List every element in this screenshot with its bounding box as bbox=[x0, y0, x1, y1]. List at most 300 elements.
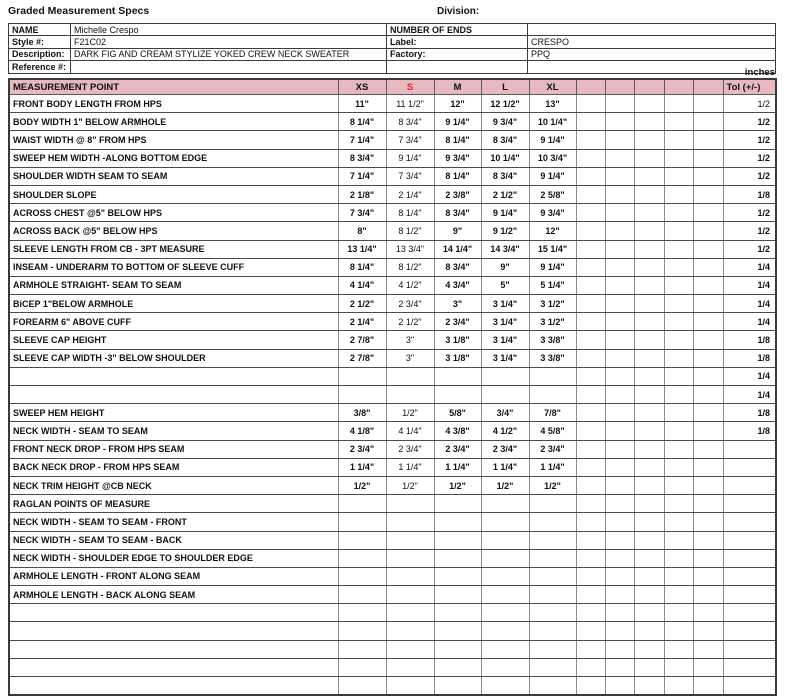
size-value-cell-s[interactable] bbox=[386, 677, 434, 696]
measurement-point-cell[interactable]: SLEEVE CAP HEIGHT bbox=[9, 331, 338, 349]
empty-cell[interactable] bbox=[605, 258, 634, 276]
size-value-cell-l[interactable]: 2 3/4" bbox=[481, 440, 529, 458]
empty-cell[interactable] bbox=[605, 367, 634, 385]
size-value-cell-xs[interactable] bbox=[338, 567, 386, 585]
empty-cell[interactable] bbox=[664, 531, 693, 549]
measurement-point-cell[interactable]: ACROSS CHEST @5" BELOW HPS bbox=[9, 204, 338, 222]
empty-cell[interactable] bbox=[693, 549, 723, 567]
empty-cell[interactable] bbox=[634, 258, 664, 276]
measurement-point-cell[interactable]: WAIST WIDTH @ 8" FROM HPS bbox=[9, 131, 338, 149]
empty-cell[interactable] bbox=[693, 131, 723, 149]
size-value-cell-m[interactable]: 2 3/4" bbox=[434, 313, 481, 331]
empty-cell[interactable] bbox=[664, 258, 693, 276]
info-value-cell[interactable]: PPQ bbox=[528, 48, 776, 60]
size-value-cell-s[interactable]: 2 3/4" bbox=[386, 440, 434, 458]
measurement-point-cell[interactable]: FOREARM 6" ABOVE CUFF bbox=[9, 313, 338, 331]
tolerance-cell[interactable]: 1/2 bbox=[723, 240, 776, 258]
empty-cell[interactable] bbox=[605, 222, 634, 240]
tolerance-cell[interactable]: 1/8 bbox=[723, 349, 776, 367]
empty-cell[interactable] bbox=[605, 95, 634, 113]
size-value-cell-xl[interactable] bbox=[529, 640, 576, 658]
size-value-cell-l[interactable]: 12 1/2" bbox=[481, 95, 529, 113]
empty-cell[interactable] bbox=[664, 313, 693, 331]
tolerance-cell[interactable]: 1/2 bbox=[723, 131, 776, 149]
empty-cell[interactable] bbox=[576, 567, 605, 585]
empty-cell[interactable] bbox=[693, 531, 723, 549]
info-label-cell[interactable]: NAME bbox=[9, 24, 71, 36]
empty-cell[interactable] bbox=[664, 549, 693, 567]
empty-cell[interactable] bbox=[605, 204, 634, 222]
empty-cell[interactable] bbox=[693, 622, 723, 640]
empty-cell[interactable] bbox=[693, 258, 723, 276]
empty-cell[interactable] bbox=[576, 131, 605, 149]
empty-cell[interactable] bbox=[634, 149, 664, 167]
empty-cell[interactable] bbox=[634, 513, 664, 531]
empty-cell[interactable] bbox=[664, 367, 693, 385]
size-value-cell-s[interactable]: 13 3/4" bbox=[386, 240, 434, 258]
empty-cell[interactable] bbox=[605, 604, 634, 622]
empty-cell[interactable] bbox=[693, 149, 723, 167]
empty-cell[interactable] bbox=[664, 476, 693, 494]
size-value-cell-s[interactable] bbox=[386, 622, 434, 640]
size-value-cell-m[interactable]: 14 1/4" bbox=[434, 240, 481, 258]
size-value-cell-s[interactable]: 9 1/4" bbox=[386, 149, 434, 167]
empty-cell[interactable] bbox=[664, 422, 693, 440]
size-value-cell-l[interactable] bbox=[481, 567, 529, 585]
info-label-cell[interactable]: Label: bbox=[387, 36, 528, 48]
size-value-cell-l[interactable] bbox=[481, 622, 529, 640]
size-value-cell-l[interactable] bbox=[481, 495, 529, 513]
empty-cell[interactable] bbox=[634, 640, 664, 658]
empty-cell[interactable] bbox=[634, 495, 664, 513]
size-value-cell-xl[interactable]: 9 1/4" bbox=[529, 131, 576, 149]
size-value-cell-xl[interactable] bbox=[529, 367, 576, 385]
empty-cell[interactable] bbox=[605, 422, 634, 440]
measurement-point-cell[interactable]: ARMHOLE LENGTH - FRONT ALONG SEAM bbox=[9, 567, 338, 585]
size-value-cell-xl[interactable]: 3 1/2" bbox=[529, 295, 576, 313]
size-value-cell-m[interactable] bbox=[434, 513, 481, 531]
empty-cell[interactable] bbox=[634, 240, 664, 258]
tolerance-cell[interactable]: 1/8 bbox=[723, 331, 776, 349]
size-value-cell-xl[interactable]: 10 3/4" bbox=[529, 149, 576, 167]
size-value-cell-s[interactable]: 8 1/2" bbox=[386, 222, 434, 240]
size-value-cell-xs[interactable]: 13 1/4" bbox=[338, 240, 386, 258]
measurement-point-cell[interactable]: SWEEP HEM HEIGHT bbox=[9, 404, 338, 422]
size-value-cell-m[interactable]: 5/8" bbox=[434, 404, 481, 422]
size-value-cell-xl[interactable]: 1/2" bbox=[529, 476, 576, 494]
measurement-point-cell[interactable] bbox=[9, 386, 338, 404]
empty-cell[interactable] bbox=[693, 567, 723, 585]
tolerance-cell[interactable] bbox=[723, 513, 776, 531]
tolerance-cell[interactable]: 1/4 bbox=[723, 258, 776, 276]
size-value-cell-xl[interactable]: 7/8" bbox=[529, 404, 576, 422]
empty-cell[interactable] bbox=[664, 604, 693, 622]
empty-cell[interactable] bbox=[605, 167, 634, 185]
size-value-cell-xs[interactable]: 4 1/4" bbox=[338, 276, 386, 294]
size-value-cell-l[interactable]: 3 1/4" bbox=[481, 349, 529, 367]
empty-cell[interactable] bbox=[693, 167, 723, 185]
empty-cell[interactable] bbox=[576, 549, 605, 567]
empty-cell[interactable] bbox=[576, 476, 605, 494]
info-value-cell[interactable] bbox=[71, 61, 387, 73]
size-value-cell-m[interactable]: 9 1/4" bbox=[434, 113, 481, 131]
empty-cell[interactable] bbox=[576, 604, 605, 622]
size-value-cell-xl[interactable]: 5 1/4" bbox=[529, 276, 576, 294]
size-value-cell-l[interactable]: 8 3/4" bbox=[481, 131, 529, 149]
empty-cell[interactable] bbox=[605, 495, 634, 513]
empty-cell[interactable] bbox=[693, 276, 723, 294]
size-value-cell-xs[interactable]: 7 3/4" bbox=[338, 204, 386, 222]
measurement-point-cell[interactable]: BACK NECK DROP - FROM HPS SEAM bbox=[9, 458, 338, 476]
size-value-cell-s[interactable]: 1/2" bbox=[386, 404, 434, 422]
info-value-cell[interactable] bbox=[528, 61, 776, 73]
info-label-cell[interactable]: Factory: bbox=[387, 48, 528, 60]
empty-cell[interactable] bbox=[576, 495, 605, 513]
size-value-cell-xl[interactable]: 2 3/4" bbox=[529, 440, 576, 458]
size-value-cell-l[interactable]: 3 1/4" bbox=[481, 295, 529, 313]
empty-cell[interactable] bbox=[664, 586, 693, 604]
size-value-cell-xl[interactable] bbox=[529, 386, 576, 404]
size-value-cell-xs[interactable]: 2 1/8" bbox=[338, 185, 386, 203]
info-value-cell[interactable]: F21C02 bbox=[71, 36, 387, 48]
size-value-cell-xl[interactable] bbox=[529, 622, 576, 640]
empty-cell[interactable] bbox=[605, 240, 634, 258]
empty-cell[interactable] bbox=[576, 640, 605, 658]
empty-cell[interactable] bbox=[605, 567, 634, 585]
empty-cell[interactable] bbox=[664, 567, 693, 585]
empty-cell[interactable] bbox=[634, 185, 664, 203]
size-value-cell-m[interactable] bbox=[434, 567, 481, 585]
size-value-cell-xs[interactable] bbox=[338, 531, 386, 549]
size-value-cell-l[interactable] bbox=[481, 549, 529, 567]
empty-cell[interactable] bbox=[576, 167, 605, 185]
empty-cell[interactable] bbox=[576, 404, 605, 422]
tolerance-cell[interactable] bbox=[723, 586, 776, 604]
size-value-cell-xs[interactable] bbox=[338, 586, 386, 604]
empty-cell[interactable] bbox=[576, 331, 605, 349]
size-value-cell-xs[interactable]: 8 1/4" bbox=[338, 113, 386, 131]
size-value-cell-m[interactable]: 8 1/4" bbox=[434, 131, 481, 149]
size-value-cell-xs[interactable] bbox=[338, 622, 386, 640]
size-value-cell-xs[interactable]: 4 1/8" bbox=[338, 422, 386, 440]
size-value-cell-xl[interactable] bbox=[529, 495, 576, 513]
size-value-cell-l[interactable] bbox=[481, 604, 529, 622]
measurement-point-cell[interactable]: NECK WIDTH - SEAM TO SEAM bbox=[9, 422, 338, 440]
empty-cell[interactable] bbox=[576, 586, 605, 604]
empty-cell[interactable] bbox=[693, 204, 723, 222]
empty-cell[interactable] bbox=[634, 404, 664, 422]
size-value-cell-xl[interactable] bbox=[529, 531, 576, 549]
empty-cell[interactable] bbox=[664, 658, 693, 676]
empty-cell[interactable] bbox=[634, 440, 664, 458]
empty-cell[interactable] bbox=[634, 586, 664, 604]
empty-cell[interactable] bbox=[664, 640, 693, 658]
info-label-cell[interactable]: Style #: bbox=[9, 36, 71, 48]
empty-cell[interactable] bbox=[634, 131, 664, 149]
empty-cell[interactable] bbox=[634, 567, 664, 585]
empty-cell[interactable] bbox=[664, 204, 693, 222]
empty-cell[interactable] bbox=[634, 367, 664, 385]
tolerance-cell[interactable]: 1/4 bbox=[723, 313, 776, 331]
empty-cell[interactable] bbox=[576, 367, 605, 385]
empty-cell[interactable] bbox=[693, 313, 723, 331]
empty-cell[interactable] bbox=[576, 113, 605, 131]
empty-cell[interactable] bbox=[664, 622, 693, 640]
size-value-cell-xs[interactable]: 7 1/4" bbox=[338, 131, 386, 149]
empty-cell[interactable] bbox=[664, 95, 693, 113]
empty-cell[interactable] bbox=[605, 313, 634, 331]
size-value-cell-l[interactable]: 10 1/4" bbox=[481, 149, 529, 167]
empty-cell[interactable] bbox=[664, 458, 693, 476]
size-value-cell-xs[interactable] bbox=[338, 677, 386, 696]
empty-cell[interactable] bbox=[634, 658, 664, 676]
size-value-cell-m[interactable] bbox=[434, 549, 481, 567]
empty-cell[interactable] bbox=[605, 113, 634, 131]
size-value-cell-xs[interactable]: 11" bbox=[338, 95, 386, 113]
empty-cell[interactable] bbox=[605, 440, 634, 458]
tolerance-cell[interactable]: 1/4 bbox=[723, 276, 776, 294]
size-value-cell-l[interactable]: 1 1/4" bbox=[481, 458, 529, 476]
measurement-point-cell[interactable]: BODY WIDTH 1" BELOW ARMHOLE bbox=[9, 113, 338, 131]
empty-cell[interactable] bbox=[664, 677, 693, 696]
empty-cell[interactable] bbox=[693, 513, 723, 531]
empty-cell[interactable] bbox=[693, 658, 723, 676]
empty-cell[interactable] bbox=[693, 386, 723, 404]
empty-cell[interactable] bbox=[693, 404, 723, 422]
empty-cell[interactable] bbox=[693, 440, 723, 458]
empty-cell[interactable] bbox=[605, 586, 634, 604]
size-value-cell-m[interactable]: 3" bbox=[434, 295, 481, 313]
measurement-point-cell[interactable]: INSEAM - UNDERARM TO BOTTOM OF SLEEVE CUFF bbox=[9, 258, 338, 276]
empty-cell[interactable] bbox=[634, 549, 664, 567]
size-value-cell-xs[interactable]: 8" bbox=[338, 222, 386, 240]
size-value-cell-m[interactable]: 9 3/4" bbox=[434, 149, 481, 167]
size-value-cell-xl[interactable]: 15 1/4" bbox=[529, 240, 576, 258]
size-value-cell-xs[interactable] bbox=[338, 367, 386, 385]
size-value-cell-xl[interactable] bbox=[529, 604, 576, 622]
empty-cell[interactable] bbox=[605, 458, 634, 476]
tolerance-cell[interactable] bbox=[723, 549, 776, 567]
size-value-cell-l[interactable]: 3 1/4" bbox=[481, 331, 529, 349]
size-value-cell-xl[interactable] bbox=[529, 586, 576, 604]
empty-cell[interactable] bbox=[693, 295, 723, 313]
empty-cell[interactable] bbox=[664, 167, 693, 185]
size-value-cell-xs[interactable] bbox=[338, 604, 386, 622]
size-value-cell-m[interactable] bbox=[434, 531, 481, 549]
size-value-cell-m[interactable]: 4 3/4" bbox=[434, 276, 481, 294]
measurement-point-cell[interactable]: ACROSS BACK @5" BELOW HPS bbox=[9, 222, 338, 240]
empty-cell[interactable] bbox=[693, 185, 723, 203]
empty-cell[interactable] bbox=[576, 458, 605, 476]
empty-cell[interactable] bbox=[693, 331, 723, 349]
size-value-cell-s[interactable] bbox=[386, 658, 434, 676]
size-value-cell-m[interactable] bbox=[434, 640, 481, 658]
size-value-cell-s[interactable]: 7 3/4" bbox=[386, 131, 434, 149]
tolerance-cell[interactable] bbox=[723, 567, 776, 585]
empty-cell[interactable] bbox=[693, 476, 723, 494]
empty-cell[interactable] bbox=[576, 531, 605, 549]
size-value-cell-xl[interactable]: 3 3/8" bbox=[529, 331, 576, 349]
empty-cell[interactable] bbox=[605, 531, 634, 549]
size-value-cell-xs[interactable]: 2 1/4" bbox=[338, 313, 386, 331]
empty-cell[interactable] bbox=[576, 622, 605, 640]
empty-cell[interactable] bbox=[576, 349, 605, 367]
size-value-cell-m[interactable]: 2 3/8" bbox=[434, 185, 481, 203]
empty-cell[interactable] bbox=[634, 458, 664, 476]
size-value-cell-xl[interactable]: 2 5/8" bbox=[529, 185, 576, 203]
empty-cell[interactable] bbox=[693, 349, 723, 367]
empty-cell[interactable] bbox=[576, 240, 605, 258]
empty-cell[interactable] bbox=[576, 422, 605, 440]
size-value-cell-s[interactable]: 1/2" bbox=[386, 476, 434, 494]
size-value-cell-l[interactable]: 4 1/2" bbox=[481, 422, 529, 440]
size-value-cell-s[interactable]: 8 1/2" bbox=[386, 258, 434, 276]
empty-cell[interactable] bbox=[605, 549, 634, 567]
empty-cell[interactable] bbox=[605, 513, 634, 531]
empty-cell[interactable] bbox=[664, 513, 693, 531]
size-value-cell-xl[interactable]: 3 1/2" bbox=[529, 313, 576, 331]
empty-cell[interactable] bbox=[664, 131, 693, 149]
size-value-cell-m[interactable]: 2 3/4" bbox=[434, 440, 481, 458]
size-value-cell-xs[interactable]: 8 3/4" bbox=[338, 149, 386, 167]
measurement-point-cell[interactable] bbox=[9, 367, 338, 385]
tolerance-cell[interactable]: 1/4 bbox=[723, 367, 776, 385]
size-value-cell-s[interactable]: 3" bbox=[386, 349, 434, 367]
tolerance-cell[interactable]: 1/2 bbox=[723, 95, 776, 113]
size-value-cell-m[interactable] bbox=[434, 677, 481, 696]
empty-cell[interactable] bbox=[576, 677, 605, 696]
size-value-cell-xs[interactable]: 1 1/4" bbox=[338, 458, 386, 476]
size-value-cell-l[interactable] bbox=[481, 640, 529, 658]
empty-cell[interactable] bbox=[634, 386, 664, 404]
tolerance-cell[interactable] bbox=[723, 604, 776, 622]
size-value-cell-xs[interactable] bbox=[338, 549, 386, 567]
tolerance-cell[interactable] bbox=[723, 622, 776, 640]
size-value-cell-xl[interactable]: 10 1/4" bbox=[529, 113, 576, 131]
size-value-cell-xl[interactable] bbox=[529, 677, 576, 696]
size-value-cell-l[interactable]: 9" bbox=[481, 258, 529, 276]
empty-cell[interactable] bbox=[605, 131, 634, 149]
size-value-cell-xl[interactable]: 12" bbox=[529, 222, 576, 240]
size-value-cell-xs[interactable] bbox=[338, 513, 386, 531]
size-value-cell-xs[interactable]: 2 7/8" bbox=[338, 331, 386, 349]
empty-cell[interactable] bbox=[693, 367, 723, 385]
measurement-point-cell[interactable]: SLEEVE CAP WIDTH -3" BELOW SHOULDER bbox=[9, 349, 338, 367]
empty-cell[interactable] bbox=[693, 495, 723, 513]
tolerance-cell[interactable]: 1/8 bbox=[723, 185, 776, 203]
size-value-cell-s[interactable]: 4 1/2" bbox=[386, 276, 434, 294]
size-value-cell-m[interactable]: 4 3/8" bbox=[434, 422, 481, 440]
empty-cell[interactable] bbox=[664, 349, 693, 367]
size-value-cell-m[interactable]: 1 1/4" bbox=[434, 458, 481, 476]
size-value-cell-m[interactable] bbox=[434, 495, 481, 513]
measurement-point-cell[interactable]: ARMHOLE LENGTH - BACK ALONG SEAM bbox=[9, 586, 338, 604]
info-value-cell[interactable]: DARK FIG AND CREAM STYLIZE YOKED CREW NECK SWEATER bbox=[71, 48, 387, 60]
empty-cell[interactable] bbox=[693, 240, 723, 258]
size-value-cell-s[interactable] bbox=[386, 386, 434, 404]
tolerance-cell[interactable]: 1/4 bbox=[723, 386, 776, 404]
size-value-cell-xl[interactable] bbox=[529, 549, 576, 567]
tolerance-cell[interactable] bbox=[723, 495, 776, 513]
empty-cell[interactable] bbox=[664, 331, 693, 349]
size-value-cell-m[interactable]: 1/2" bbox=[434, 476, 481, 494]
size-value-cell-xl[interactable]: 3 3/8" bbox=[529, 349, 576, 367]
size-value-cell-s[interactable] bbox=[386, 567, 434, 585]
size-value-cell-m[interactable]: 3 1/8" bbox=[434, 349, 481, 367]
size-value-cell-xl[interactable]: 9 1/4" bbox=[529, 167, 576, 185]
size-value-cell-l[interactable] bbox=[481, 586, 529, 604]
empty-cell[interactable] bbox=[634, 349, 664, 367]
empty-cell[interactable] bbox=[576, 258, 605, 276]
measurement-point-cell[interactable]: SHOULDER SLOPE bbox=[9, 185, 338, 203]
empty-cell[interactable] bbox=[576, 658, 605, 676]
size-value-cell-s[interactable] bbox=[386, 549, 434, 567]
size-value-cell-xs[interactable]: 2 1/2" bbox=[338, 295, 386, 313]
empty-cell[interactable] bbox=[576, 222, 605, 240]
size-value-cell-s[interactable] bbox=[386, 586, 434, 604]
empty-cell[interactable] bbox=[664, 222, 693, 240]
size-value-cell-l[interactable] bbox=[481, 386, 529, 404]
empty-cell[interactable] bbox=[693, 222, 723, 240]
empty-cell[interactable] bbox=[664, 386, 693, 404]
size-value-cell-l[interactable]: 3/4" bbox=[481, 404, 529, 422]
empty-cell[interactable] bbox=[664, 404, 693, 422]
tolerance-cell[interactable] bbox=[723, 440, 776, 458]
empty-cell[interactable] bbox=[693, 113, 723, 131]
size-value-cell-m[interactable]: 8 3/4" bbox=[434, 258, 481, 276]
size-value-cell-xs[interactable]: 2 7/8" bbox=[338, 349, 386, 367]
empty-cell[interactable] bbox=[693, 458, 723, 476]
measurement-point-cell[interactable]: SWEEP HEM WIDTH -ALONG BOTTOM EDGE bbox=[9, 149, 338, 167]
info-value-cell[interactable] bbox=[528, 24, 776, 36]
measurement-point-cell[interactable]: NECK TRIM HEIGHT @CB NECK bbox=[9, 476, 338, 494]
size-value-cell-xs[interactable] bbox=[338, 658, 386, 676]
tolerance-cell[interactable]: 1/2 bbox=[723, 167, 776, 185]
info-label-cell[interactable] bbox=[387, 61, 528, 73]
empty-cell[interactable] bbox=[693, 586, 723, 604]
size-value-cell-s[interactable]: 2 3/4" bbox=[386, 295, 434, 313]
empty-cell[interactable] bbox=[664, 185, 693, 203]
size-value-cell-xs[interactable]: 2 3/4" bbox=[338, 440, 386, 458]
size-value-cell-xs[interactable] bbox=[338, 495, 386, 513]
empty-cell[interactable] bbox=[605, 386, 634, 404]
empty-cell[interactable] bbox=[634, 167, 664, 185]
empty-cell[interactable] bbox=[634, 677, 664, 696]
empty-cell[interactable] bbox=[605, 658, 634, 676]
size-value-cell-m[interactable]: 8 3/4" bbox=[434, 204, 481, 222]
size-value-cell-m[interactable] bbox=[434, 367, 481, 385]
empty-cell[interactable] bbox=[634, 222, 664, 240]
size-value-cell-s[interactable] bbox=[386, 531, 434, 549]
measurement-point-cell[interactable] bbox=[9, 658, 338, 676]
empty-cell[interactable] bbox=[605, 349, 634, 367]
size-value-cell-s[interactable]: 8 1/4" bbox=[386, 204, 434, 222]
size-value-cell-s[interactable]: 3" bbox=[386, 331, 434, 349]
empty-cell[interactable] bbox=[576, 313, 605, 331]
measurement-point-cell[interactable] bbox=[9, 622, 338, 640]
size-value-cell-l[interactable]: 9 1/2" bbox=[481, 222, 529, 240]
empty-cell[interactable] bbox=[664, 113, 693, 131]
measurement-point-cell[interactable]: SLEEVE LENGTH FROM CB - 3PT MEASURE bbox=[9, 240, 338, 258]
empty-cell[interactable] bbox=[634, 204, 664, 222]
tolerance-cell[interactable] bbox=[723, 658, 776, 676]
tolerance-cell[interactable]: 1/8 bbox=[723, 422, 776, 440]
empty-cell[interactable] bbox=[634, 422, 664, 440]
measurement-point-cell[interactable]: NECK WIDTH - SEAM TO SEAM - FRONT bbox=[9, 513, 338, 531]
tolerance-cell[interactable] bbox=[723, 531, 776, 549]
empty-cell[interactable] bbox=[664, 440, 693, 458]
empty-cell[interactable] bbox=[664, 295, 693, 313]
